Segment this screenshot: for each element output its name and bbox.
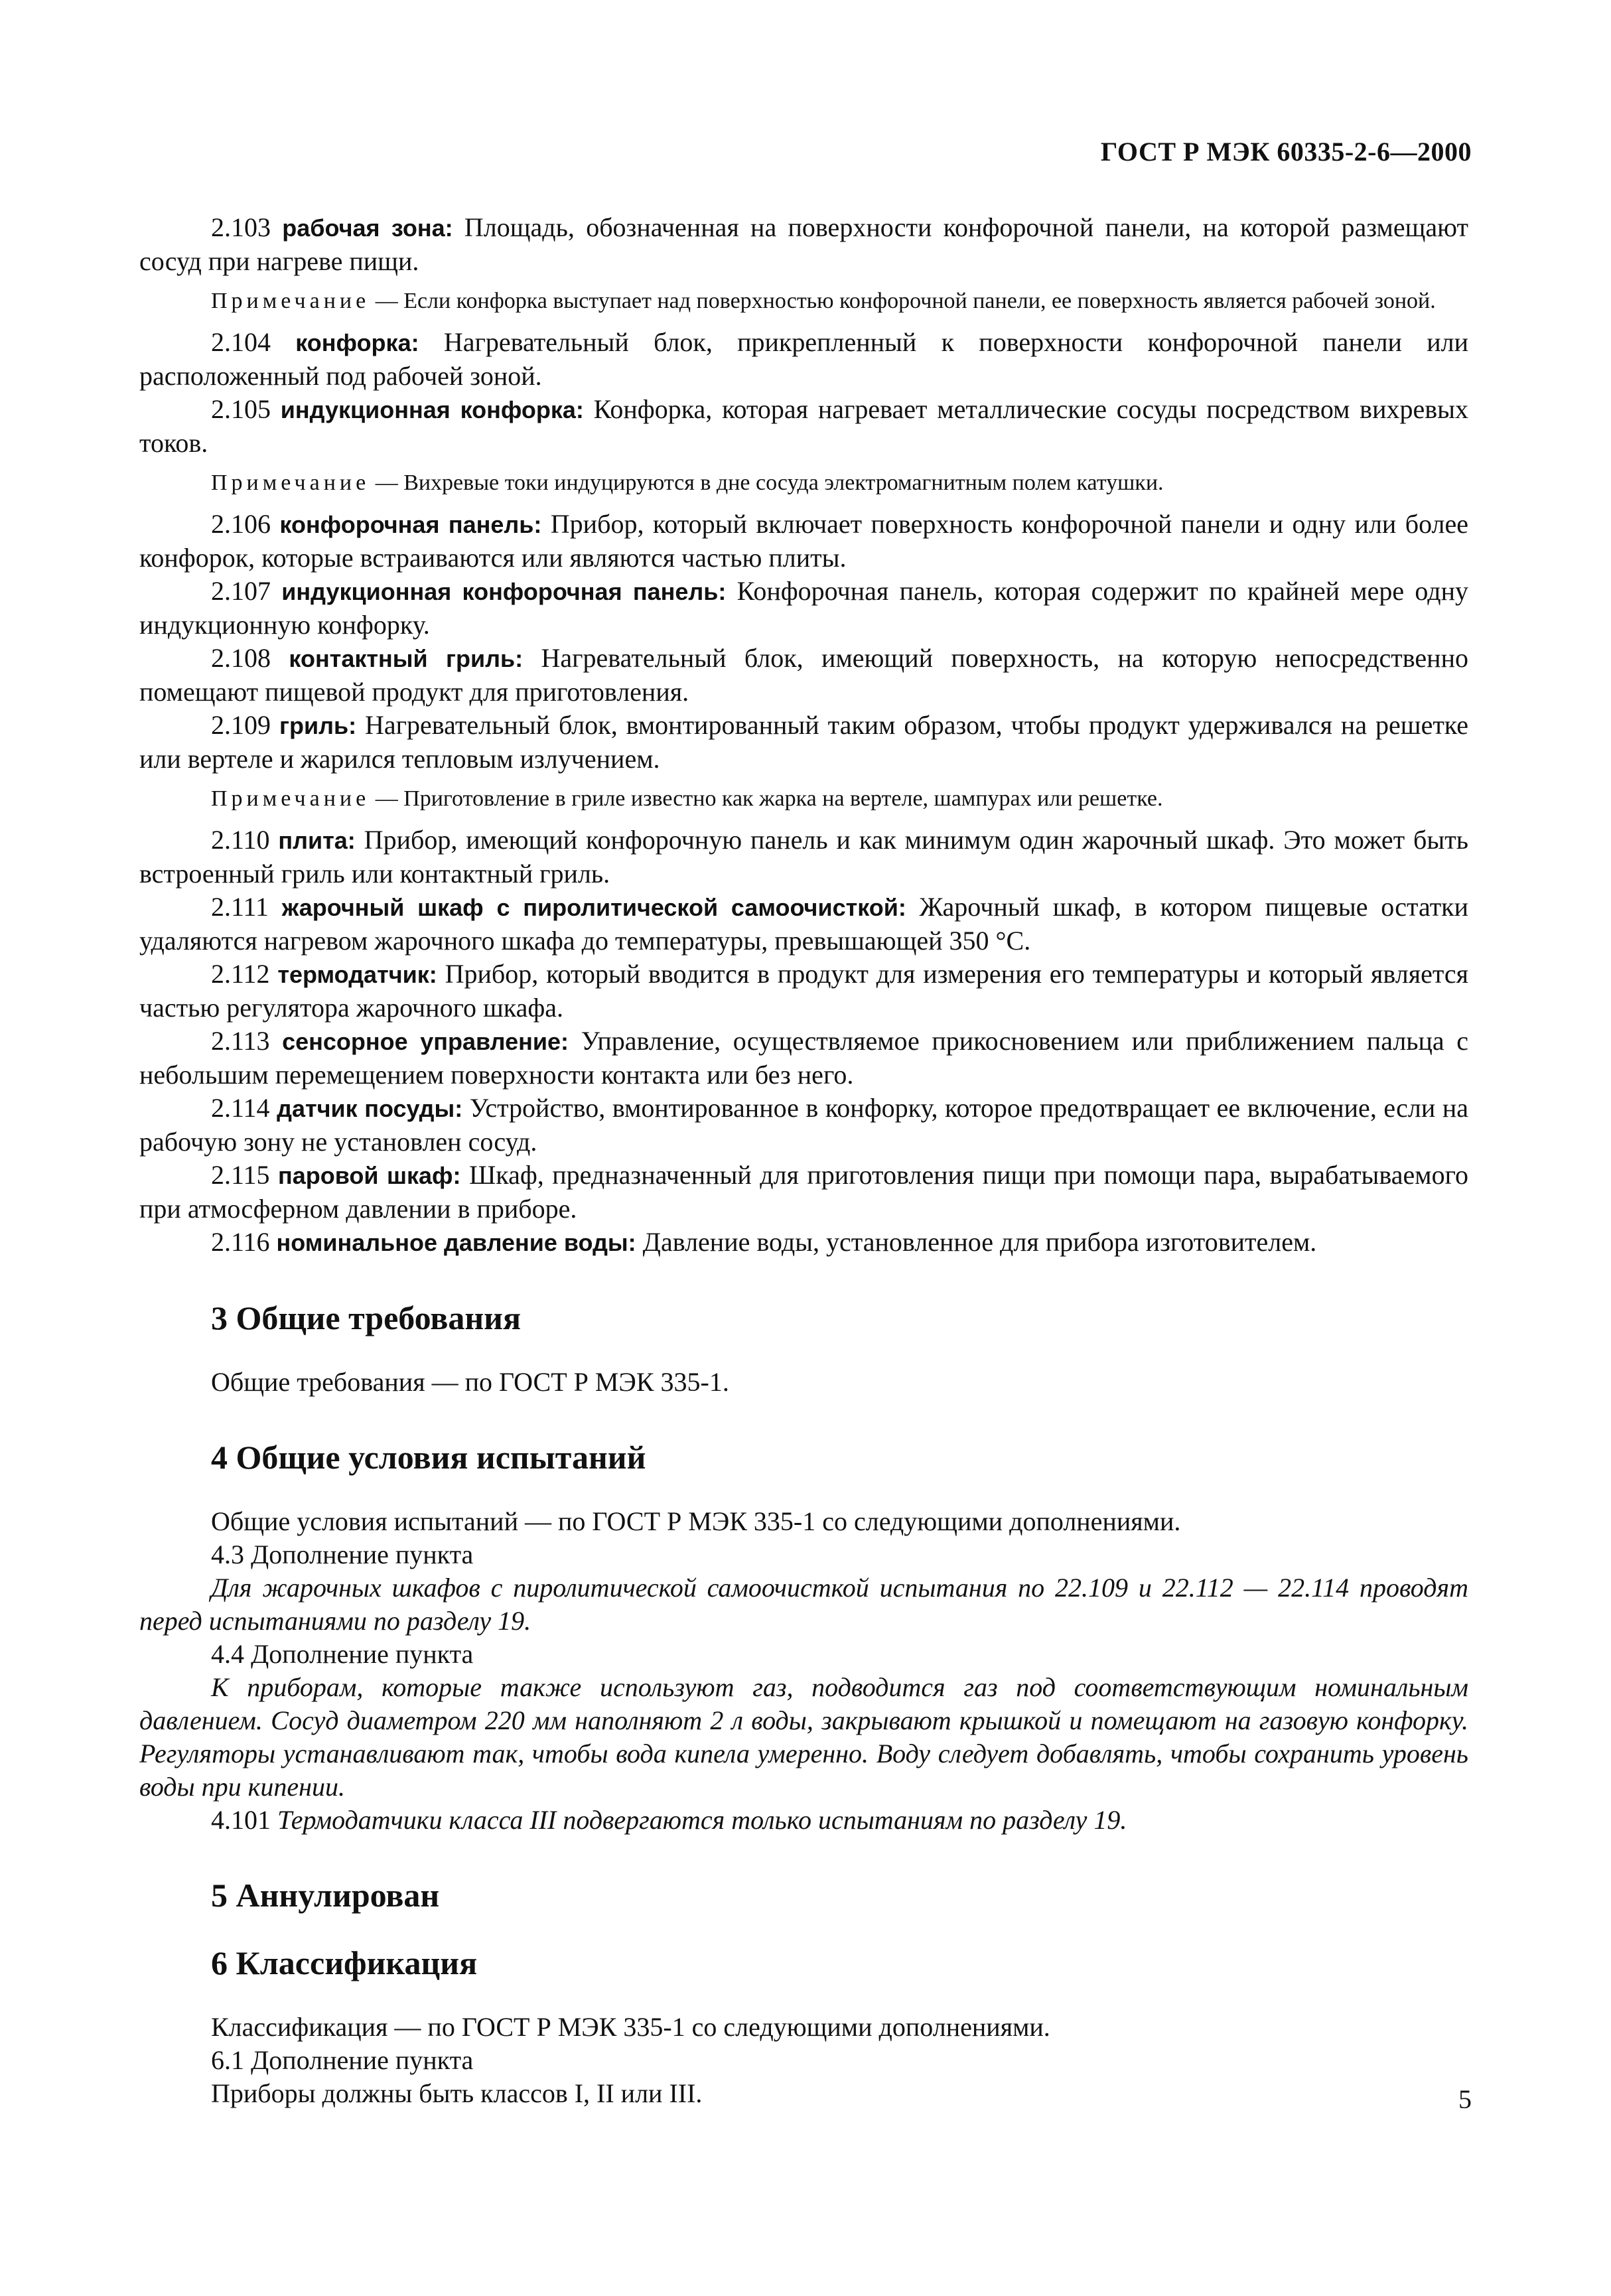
definition-2-103: 2.103 рабочая зона: Площадь, обозначенная на поверхности конфорочной панели, на которой размещают сосуд при нагреве пищи. bbox=[139, 212, 1468, 276]
section-3-text: Общие требования — по ГОСТ Р МЭК 335-1. bbox=[211, 1367, 729, 1397]
term: конфорка: bbox=[295, 329, 419, 356]
document-header: ГОСТ Р МЭК 60335-2-6—2000 bbox=[1100, 137, 1472, 167]
definition-2-104: 2.104 конфорка: Нагревательный блок, прикрепленный к поверхности конфорочной панели или расположенный под рабочей зоной. bbox=[139, 327, 1469, 391]
definition-2-115: 2.115 паровой шкаф: Шкаф, предназначенный для приготовления пищи при помощи пара, вырабатываемого при атмосферном давлении в приборе. bbox=[139, 1160, 1469, 1224]
term: жарочный шкаф с пиролитической самоочисткой: bbox=[281, 894, 906, 921]
definition-2-109: 2.109 гриль: Нагревательный блок, вмонтированный таким образом, чтобы продукт удерживался на решетке или вертеле и жарился тепловым излучением. bbox=[139, 710, 1468, 774]
clause-4-3-heading: 4.3 Дополнение пункта bbox=[211, 1540, 474, 1569]
term: датчик посуды: bbox=[277, 1095, 463, 1122]
section-6-text: Классификация — по ГОСТ Р МЭК 335-1 со следующими дополнениями. bbox=[211, 2012, 1050, 2042]
term: сенсорное управление: bbox=[282, 1028, 569, 1055]
definition-2-110: 2.110 плита: Прибор, имеющий конфорочную панель и как минимум один жарочный шкаф. Это может быть встроенный гриль или контактный гриль. bbox=[139, 825, 1468, 889]
clause-4-4-text: К приборам, которые также используют газ, подводится газ под соответствующим номинальным давлением. Сосуд диаметром 220 мм наполняют 2 л воды, закрывают крышкой и помещают на газовую конфорку. Регуляторы устанавливают так, чтобы вода кипела умеренно. Воду следует добавлять, чтобы сохранить уровень воды при кипении. bbox=[139, 1672, 1468, 1802]
term: контактный гриль: bbox=[289, 645, 524, 672]
term: плита: bbox=[278, 827, 356, 854]
section-6-title: 6 Классификация bbox=[211, 1944, 478, 1981]
section-3-title: 3 Общие требования bbox=[211, 1299, 522, 1336]
section-4-title: 4 Общие условия испытаний bbox=[211, 1439, 646, 1476]
definition-2-114: 2.114 датчик посуды: Устройство, вмонтированное в конфорку, которое предотвращает ее включение, если на рабочую зону не установлен сосуд. bbox=[139, 1093, 1468, 1157]
term: индукционная конфорка: bbox=[280, 396, 584, 423]
definition-2-107: 2.107 индукционная конфорочная панель: Конфорочная панель, которая содержит по крайней мере одну индукционную конфорку. bbox=[139, 576, 1468, 640]
definition-2-116: 2.116 номинальное давление воды: Давление воды, установленное для прибора изготовителем. bbox=[211, 1227, 1317, 1257]
clause-4-101: 4.101 Термодатчики класса III подвергаются только испытаниям по разделу 19. bbox=[211, 1805, 1127, 1835]
term: паровой шкаф: bbox=[277, 1162, 461, 1189]
term: гриль: bbox=[279, 712, 357, 739]
clause-6-1-heading: 6.1 Дополнение пункта bbox=[211, 2045, 474, 2075]
clause-6-1-text: Приборы должны быть классов I, II или III. bbox=[211, 2078, 703, 2108]
note-1: Примечание — Если конфорка выступает над поверхностью конфорочной панели, ее поверхность является рабочей зоной. bbox=[211, 289, 1436, 313]
definition-2-111: 2.111 жарочный шкаф с пиролитической самоочисткой: Жарочный шкаф, в котором пищевые остатки удаляются нагревом жарочного шкафа до температуры, превышающей 350 °С. bbox=[139, 892, 1469, 956]
term: номинальное давление воды: bbox=[276, 1229, 636, 1256]
definition-2-112: 2.112 термодатчик: Прибор, который вводится в продукт для измерения его температуры и который является частью регулятора жарочного шкафа. bbox=[139, 959, 1468, 1023]
definition-2-113: 2.113 сенсорное управление: Управление, осуществляемое прикосновением или приближением пальца с небольшим перемещением поверхности контакта или без него. bbox=[139, 1026, 1469, 1090]
document-body bbox=[139, 211, 1468, 2110]
definition-2-106: 2.106 конфорочная панель: Прибор, который включает поверхность конфорочной панели и одну или более конфорок, которые встраиваются или являются частью плиты. bbox=[139, 509, 1469, 573]
page-number: 5 bbox=[1458, 2084, 1472, 2114]
note-3: Примечание — Приготовление в гриле известно как жарка на вертеле, шампурах или решетке. bbox=[211, 786, 1163, 811]
clause-4-4-heading: 4.4 Дополнение пункта bbox=[211, 1639, 474, 1669]
term: индукционная конфорочная панель: bbox=[281, 578, 727, 605]
term: термодатчик: bbox=[277, 961, 437, 988]
section-4-text: Общие условия испытаний — по ГОСТ Р МЭК 335-1 со следующими дополнениями. bbox=[211, 1506, 1181, 1536]
section-5-title: 5 Аннулирован bbox=[211, 1877, 440, 1914]
term: рабочая зона: bbox=[282, 214, 453, 242]
note-2: Примечание — Вихревые токи индуцируются в дне сосуда электромагнитным полем катушки. bbox=[211, 470, 1164, 495]
term: конфорочная панель: bbox=[279, 511, 542, 538]
clause-4-3-text: Для жарочных шкафов с пиролитической самоочисткой испытания по 22.109 и 22.112 — 22.114 проводят перед испытаниями по разделу 19. bbox=[139, 1573, 1468, 1636]
definition-2-105: 2.105 индукционная конфорка: Конфорка, которая нагревает металлические сосуды посредством вихревых токов. bbox=[139, 394, 1468, 458]
definition-2-108: 2.108 контактный гриль: Нагревательный блок, имеющий поверхность, на которую непосредственно помещают пищевой продукт для приготовления. bbox=[139, 643, 1468, 707]
